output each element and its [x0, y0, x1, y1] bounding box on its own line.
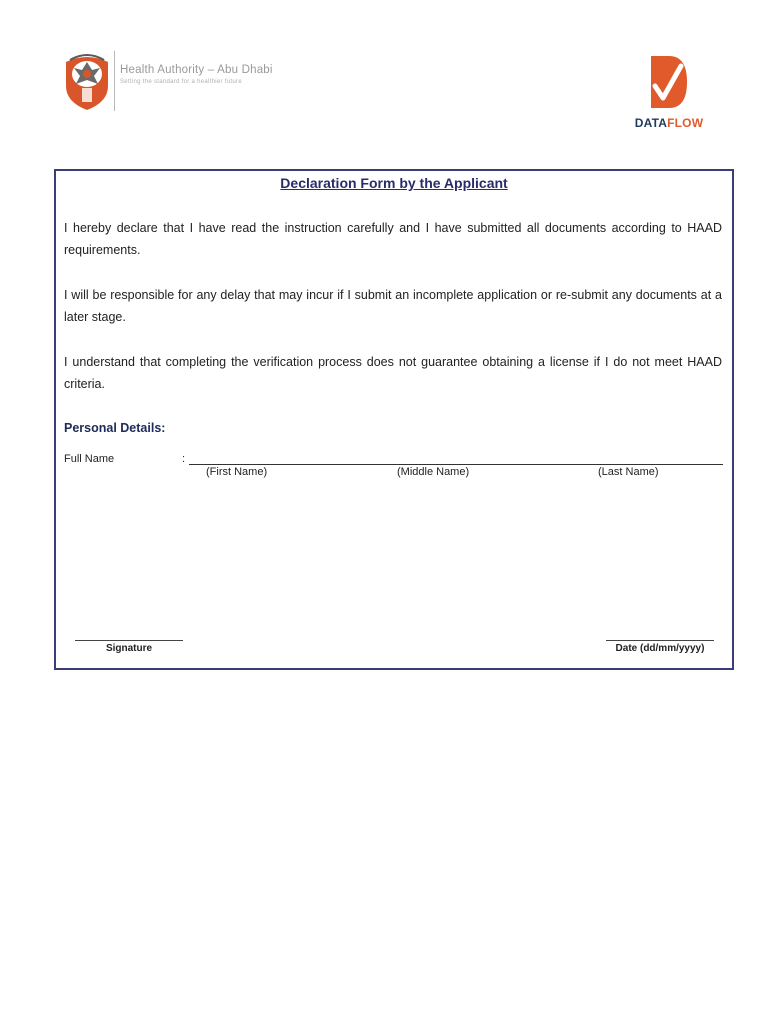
last-name-caption: (Last Name) — [598, 466, 659, 478]
signature-field[interactable] — [75, 640, 183, 641]
dataflow-wordmark — [634, 116, 704, 130]
declaration-form — [54, 169, 734, 670]
full-name-label: Full Name — [64, 453, 115, 465]
haad-name: Health Authority – Abu Dhabi — [120, 63, 273, 76]
haad-logo — [62, 50, 273, 112]
date-label: Date (dd/mm/yyyy) — [615, 643, 705, 654]
date-field[interactable] — [606, 640, 714, 641]
declaration-paragraph-3: I understand that completing the verification process does not guarantee obtaining a license if I do not meet HAAD criteria. — [64, 355, 722, 391]
declaration-paragraph-1: I hereby declare that I have read the instruction carefully and I have submitted all documents according to HAAD requirements. — [64, 221, 722, 257]
dataflow-word-flow: FLOW — [667, 116, 704, 130]
falcon-emblem-icon — [62, 50, 112, 112]
dataflow-word-data: DATA — [634, 116, 668, 130]
dataflow-logo — [634, 54, 704, 130]
middle-name-caption: (Middle Name) — [397, 466, 470, 478]
declaration-paragraph-2: I will be responsible for any delay that may incur if I submit an incomplete application or re-submit any documents at a later stage. — [64, 288, 722, 324]
dataflow-check-mark-icon — [649, 54, 689, 110]
logo-divider — [114, 51, 115, 111]
full-name-field[interactable] — [189, 464, 723, 465]
signature-label: Signature — [105, 643, 153, 654]
full-name-colon: : — [182, 453, 186, 465]
form-title: Declaration Form by the Applicant — [280, 175, 508, 191]
haad-tagline: Setting the standard for a healthier future — [120, 78, 242, 85]
first-name-caption: (First Name) — [206, 466, 268, 478]
personal-details-heading: Personal Details: — [64, 421, 166, 435]
